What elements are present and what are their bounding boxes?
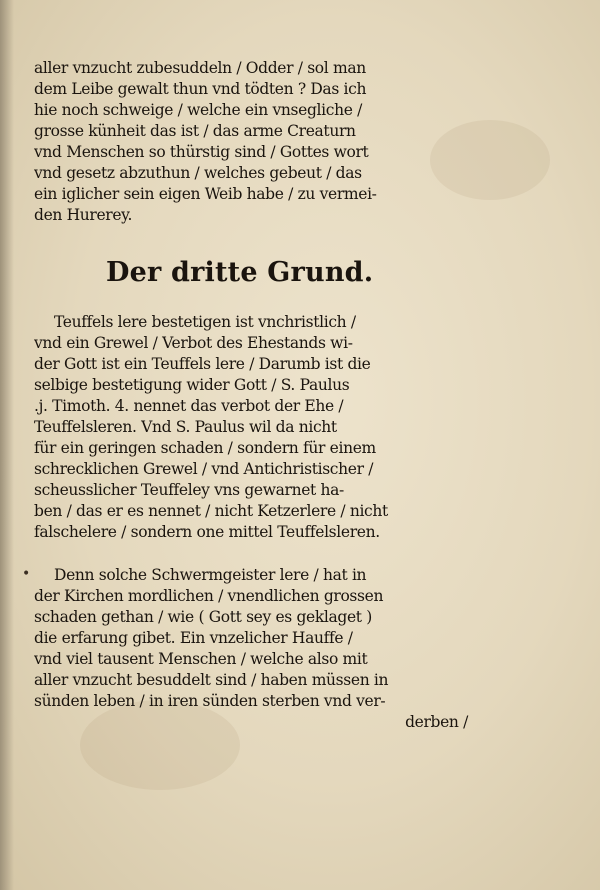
text-line: der Gott ist ein Teuffels lere / Darumb ist die	[34, 355, 371, 373]
text-line: vnd gesetz abzuthun / welches gebeut / das	[34, 164, 362, 182]
text-line: für ein geringen schaden / sondern für einem	[34, 439, 376, 457]
text-line: der Kirchen mordlichen / vnendlichen grossen	[34, 587, 384, 605]
text-line: grosse künheit das ist / das arme Creaturn	[34, 122, 356, 140]
paragraph-2	[34, 312, 474, 543]
text-line: aller vnzucht zubesuddeln / Odder / sol man	[34, 59, 366, 77]
text-line: Denn solche Schwermgeister lere / hat in	[54, 566, 367, 584]
text-line: sünden leben / in iren sünden sterben vnd ver-	[34, 692, 386, 710]
text-line: selbige bestetigung wider Gott / S. Paulus	[34, 376, 350, 394]
paragraph-1	[34, 58, 474, 226]
text-line: ben / das er es nennet / nicht Ketzerlere / nicht	[34, 502, 388, 520]
text-line: Teuffelsleren. Vnd S. Paulus wil da nicht	[34, 418, 337, 436]
text-line: vnd Menschen so thürstig sind / Gottes wort	[34, 143, 369, 161]
text-block	[34, 58, 474, 733]
text-line: vnd ein Grewel / Verbot des Ehestands wi-	[34, 334, 353, 352]
paragraph-3	[34, 565, 474, 712]
text-line: hie noch schweige / welche ein vnsegliche /	[34, 101, 362, 119]
text-line: den Hurerey.	[34, 206, 133, 224]
catchword: derben /	[405, 713, 468, 731]
margin-mark: •	[22, 566, 31, 582]
text-line: schrecklichen Grewel / vnd Antichristischer /	[34, 460, 374, 478]
section-heading: Der dritte Grund.	[106, 257, 374, 288]
text-line: dem Leibe gewalt thun vnd tödten ? Das ich	[34, 80, 367, 98]
text-line: ein iglicher sein eigen Weib habe / zu vermei-	[34, 185, 377, 203]
text-line: falschelere / sondern one mittel Teuffelsleren.	[34, 523, 380, 541]
text-line: scheusslicher Teuffeley vns gewarnet ha-	[34, 481, 344, 499]
text-line: aller vnzucht besuddelt sind / haben müssen in	[34, 671, 389, 689]
text-line: die erfarung gibet. Ein vnzelicher Hauffe /	[34, 629, 353, 647]
text-line: Teuffels lere bestetigen ist vnchristlich /	[54, 313, 356, 331]
text-line: .j. Timoth. 4. nennet das verbot der Ehe /	[34, 397, 344, 415]
text-line: schaden gethan / wie ( Gott sey es geklaget )	[34, 608, 372, 626]
text-line: vnd viel tausent Menschen / welche also mit	[34, 650, 368, 668]
page-gutter-shadow	[0, 0, 14, 890]
